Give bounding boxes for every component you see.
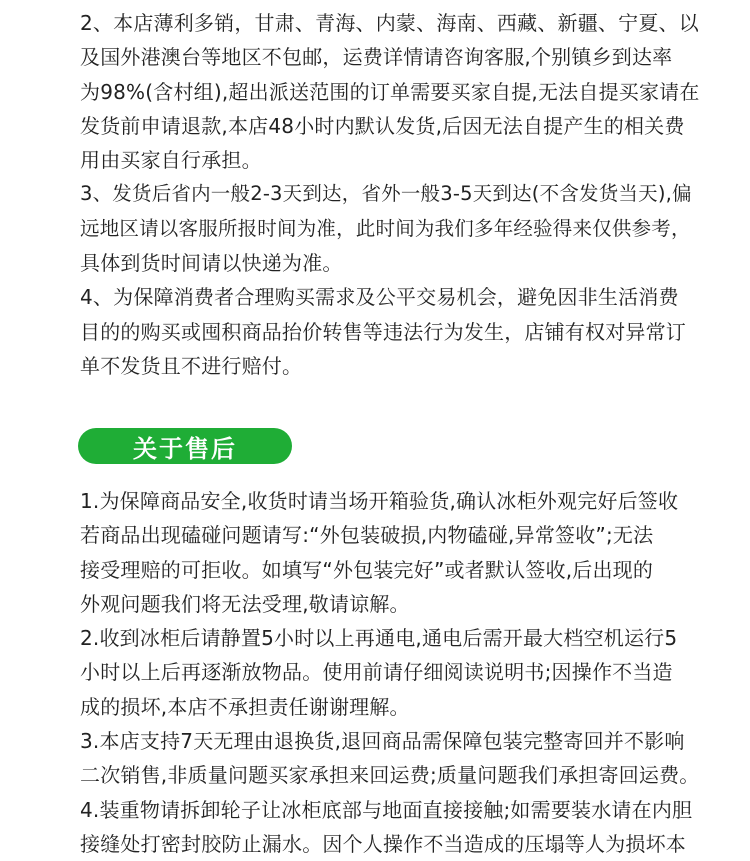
text-line: 及国外港澳台等地区不包邮，运费详情请咨询客服,个别镇乡到达率 (80, 45, 673, 70)
text-line: 单不发货且不进行赔付。 (80, 353, 303, 378)
text-line: 2、本店薄利多销，甘肃、青海、内蒙、海南、西藏、新疆、宁夏、以 (80, 11, 699, 35)
text-line: 4、为保障消费者合理购买需求及公平交易机会，避免因非生活消费 (80, 285, 679, 310)
text-line: 接受理赔的可拒收。如填写“外包装完好”或者默认签收,后出现的 (80, 557, 654, 582)
after-sales-text (80, 484, 700, 861)
text-line: 1.为保障商品安全,收货时请当场开箱验货,确认冰柜外观完好后签收 (80, 489, 679, 513)
text-line: 4.装重物请拆卸轮子让冰柜底部与地面直接接触;如需要装水请在内胆 (80, 797, 693, 822)
text-line: 2.收到冰柜后请静置5小时以上再通电,通电后需开最大档空机运行5 (80, 626, 678, 651)
shipping-notes-text (80, 6, 700, 383)
text-line: 发货前申请退款,本店48小时内默认发货,后因无法自提产生的相关费 (80, 113, 685, 138)
text-line: 成的损坏,本店不承担责任谢谢理解。 (80, 694, 410, 719)
text-line: 若商品出现磕碰问题请写:“外包装破损,内物磕碰,异常签收”;无法 (80, 523, 654, 548)
after-sales-heading: 关于售后 (78, 428, 292, 464)
text-line: 远地区请以客服所报时间为准，此时间为我们多年经验得来仅供参考， (80, 216, 691, 240)
text-line: 3.本店支持7天无理由退换货,退回商品需保障包装完整寄回并不影响 (80, 729, 685, 754)
text-line: 3、发货后省内一般2-3天到达，省外一般3-5天到达(不含发货当天),偏 (80, 182, 692, 206)
text-line: 目的的购买或囤积商品抬价转售等违法行为发生，店铺有权对异常订 (80, 319, 686, 344)
text-line: 外观问题我们将无法受理,敬请谅解。 (80, 591, 410, 616)
text-line: 为98%(含村组),超出派送范围的订单需要买家自提,无法自提买家请在 (80, 79, 700, 104)
text-line: 用由买家自行承担。 (80, 148, 262, 173)
text-line: 接缝处打密封胶防止漏水。因个人操作不当造成的压塌等人为损坏本 (80, 831, 686, 856)
text-line: 二次销售,非质量问题买家承担来回运费;质量问题我们承担寄回运费。 (80, 763, 700, 788)
text-line: 具体到货时间请以快递为准。 (80, 251, 343, 276)
text-line: 小时以上后再逐渐放物品。使用前请仔细阅读说明书;因操作不当造 (80, 660, 673, 685)
